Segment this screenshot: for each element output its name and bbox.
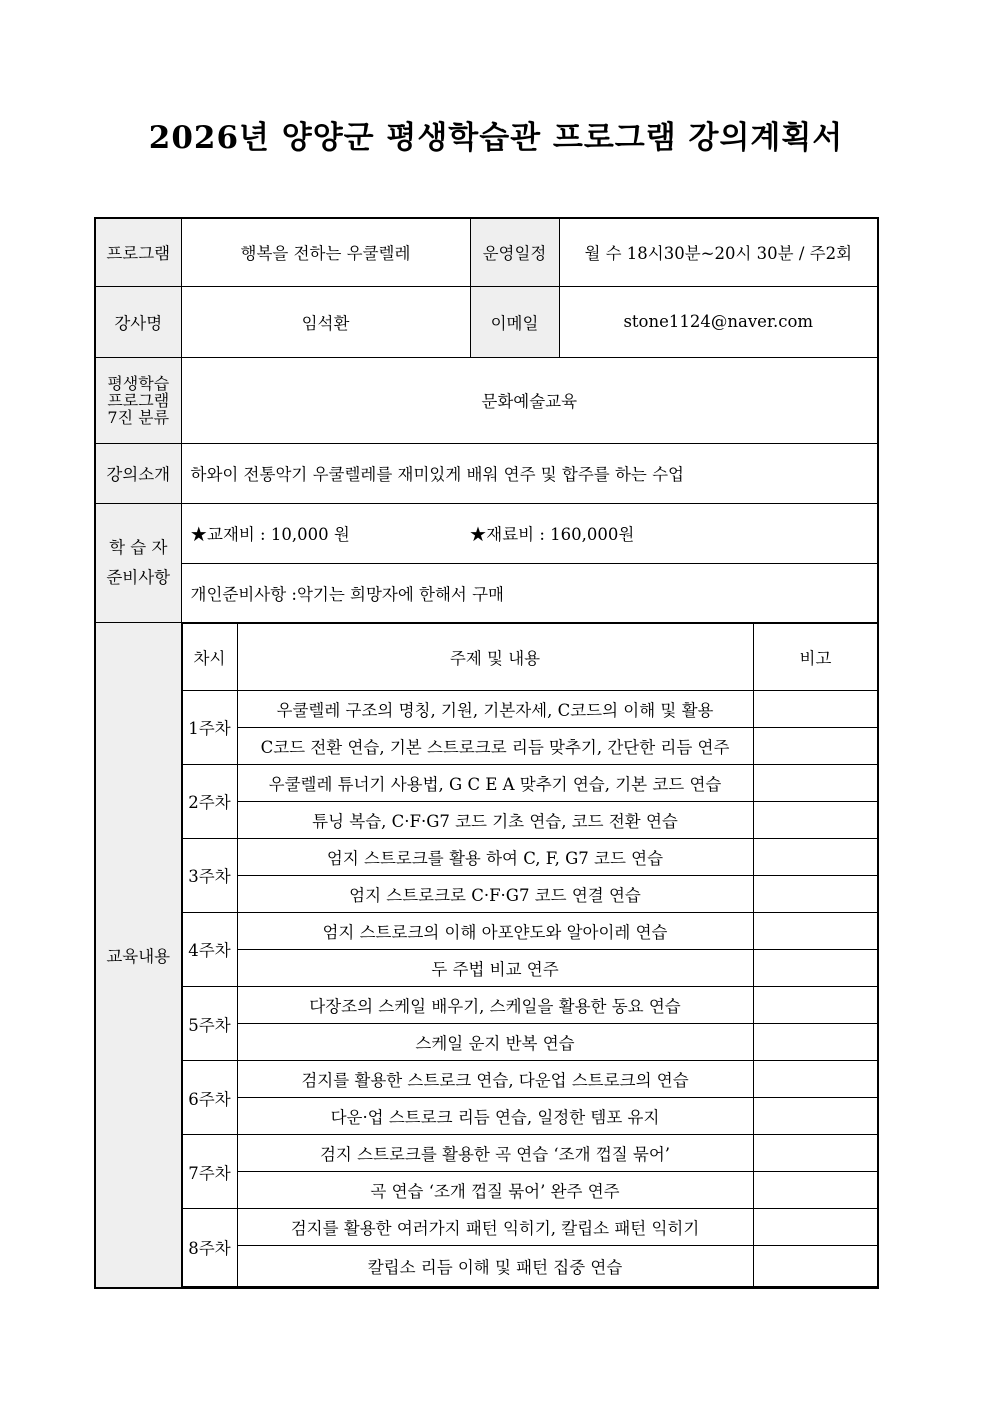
note-cell <box>753 875 878 912</box>
preparation-label <box>95 503 181 622</box>
week-label: 5주차 <box>182 986 237 1060</box>
table-row <box>182 875 878 912</box>
lesson-content: 엄지 스트로크로 C·F·G7 코드 연결 연습 <box>237 875 753 912</box>
note-cell <box>753 1209 878 1246</box>
classification-label-line: 7진 분류 <box>107 407 170 427</box>
preparation-costs <box>181 503 878 563</box>
week-label: 8주차 <box>182 1209 237 1286</box>
schedule-value: 월 수 18시30분~20시 30분 / 주2회 <box>559 218 878 286</box>
week-label: 3주차 <box>182 838 237 912</box>
lesson-content: 우쿨렐레 튜너기 사용법, G C E A 맞추기 연습, 기본 코드 연습 <box>237 764 753 801</box>
week-label: 4주차 <box>182 912 237 986</box>
curriculum-body <box>182 623 878 1286</box>
program-label: 프로그램 <box>95 218 181 286</box>
table-row <box>182 764 878 801</box>
note-cell <box>753 949 878 986</box>
table-row <box>182 690 878 727</box>
session-header: 차시 <box>182 623 237 690</box>
note-cell <box>753 1172 878 1209</box>
lesson-content: 튜닝 복습, C·F·G7 코드 기초 연습, 코드 전환 연습 <box>237 801 753 838</box>
lesson-content: 엄지 스트로크를 활용 하여 C, F, G7 코드 연습 <box>237 838 753 875</box>
note-cell <box>753 1098 878 1135</box>
note-cell <box>753 986 878 1023</box>
lesson-content: 검지를 활용한 스트로크 연습, 다운업 스트로크의 연습 <box>237 1061 753 1098</box>
table-row <box>182 1246 878 1286</box>
intro-label: 강의소개 <box>95 443 181 503</box>
lesson-content: 다운·업 스트로크 리듬 연습, 일정한 템포 유지 <box>237 1098 753 1135</box>
preparation-label-line: 학 습 자 <box>109 537 168 557</box>
table-row <box>182 1098 878 1135</box>
lesson-content: C코드 전환 연습, 기본 스트로크로 리듬 맞추기, 간단한 리듬 연주 <box>237 727 753 764</box>
personal-preparation: 개인준비사항 :악기는 희망자에 한해서 구매 <box>181 563 878 622</box>
note-cell <box>753 801 878 838</box>
material-cost: ★재료비 : 160,000원 <box>469 525 635 544</box>
intro-value: 하와이 전통악기 우쿨렐레를 재미있게 배워 연주 및 합주를 하는 수업 <box>181 443 878 503</box>
email-value: stone1124@naver.com <box>559 286 878 357</box>
note-cell <box>753 764 878 801</box>
lesson-content: 스케일 운지 반복 연습 <box>237 1024 753 1061</box>
table-row <box>182 986 878 1023</box>
table-row <box>182 1061 878 1098</box>
lesson-content: 다장조의 스케일 배우기, 스케일을 활용한 동요 연습 <box>237 986 753 1023</box>
table-row <box>182 1209 878 1246</box>
preparation-label-line: 준비사항 <box>106 567 171 587</box>
lesson-content: 곡 연습 ‘조개 껍질 묶어’ 완주 연주 <box>237 1172 753 1209</box>
note-cell <box>753 1024 878 1061</box>
table-row <box>182 727 878 764</box>
table-row <box>182 801 878 838</box>
instructor-name: 임석환 <box>181 286 470 357</box>
lesson-content: 두 주법 비교 연주 <box>237 949 753 986</box>
page-title: 2026년 양양군 평생학습관 프로그램 강의계획서 <box>148 120 844 156</box>
lecture-plan-table <box>94 217 879 1289</box>
note-cell <box>753 1061 878 1098</box>
program-name: 행복을 전하는 우쿨렐레 <box>181 218 470 286</box>
classification-value: 문화예술교육 <box>181 357 878 443</box>
curriculum-cell <box>181 622 878 1288</box>
note-cell <box>753 727 878 764</box>
note-cell <box>753 838 878 875</box>
note-cell <box>753 690 878 727</box>
curriculum-header-row <box>182 623 878 690</box>
lesson-content: 검지를 활용한 여러가지 패턴 익히기, 칼립소 패턴 익히기 <box>237 1209 753 1246</box>
classification-label <box>95 357 181 443</box>
note-cell <box>753 912 878 949</box>
classification-label-line: 프로그램 <box>107 390 170 410</box>
table-row <box>182 838 878 875</box>
week-label: 7주차 <box>182 1135 237 1209</box>
schedule-label: 운영일정 <box>470 218 559 286</box>
lesson-content: 엄지 스트로크의 이해 아포얀도와 알아이레 연습 <box>237 912 753 949</box>
table-row <box>182 912 878 949</box>
curriculum-table <box>182 623 879 1287</box>
note-cell <box>753 1135 878 1172</box>
table-row <box>182 949 878 986</box>
email-label: 이메일 <box>470 286 559 357</box>
lesson-content: 칼립소 리듬 이해 및 패턴 집중 연습 <box>237 1246 753 1286</box>
curriculum-label: 교육내용 <box>95 622 181 1288</box>
textbook-cost: ★교재비 : 10,000 원 <box>190 525 350 544</box>
week-label: 2주차 <box>182 764 237 838</box>
content-header: 주제 및 내용 <box>237 623 753 690</box>
week-label: 6주차 <box>182 1061 237 1135</box>
lesson-content: 우쿨렐레 구조의 명칭, 기원, 기본자세, C코드의 이해 및 활용 <box>237 690 753 727</box>
table-row <box>182 1172 878 1209</box>
table-row <box>182 1135 878 1172</box>
note-cell <box>753 1246 878 1286</box>
note-header: 비고 <box>753 623 878 690</box>
instructor-label: 강사명 <box>95 286 181 357</box>
table-row <box>182 1024 878 1061</box>
classification-label-line: 평생학습 <box>107 373 170 393</box>
lesson-content: 검지 스트로크를 활용한 곡 연습 ‘조개 껍질 묶어’ <box>237 1135 753 1172</box>
week-label: 1주차 <box>182 690 237 764</box>
